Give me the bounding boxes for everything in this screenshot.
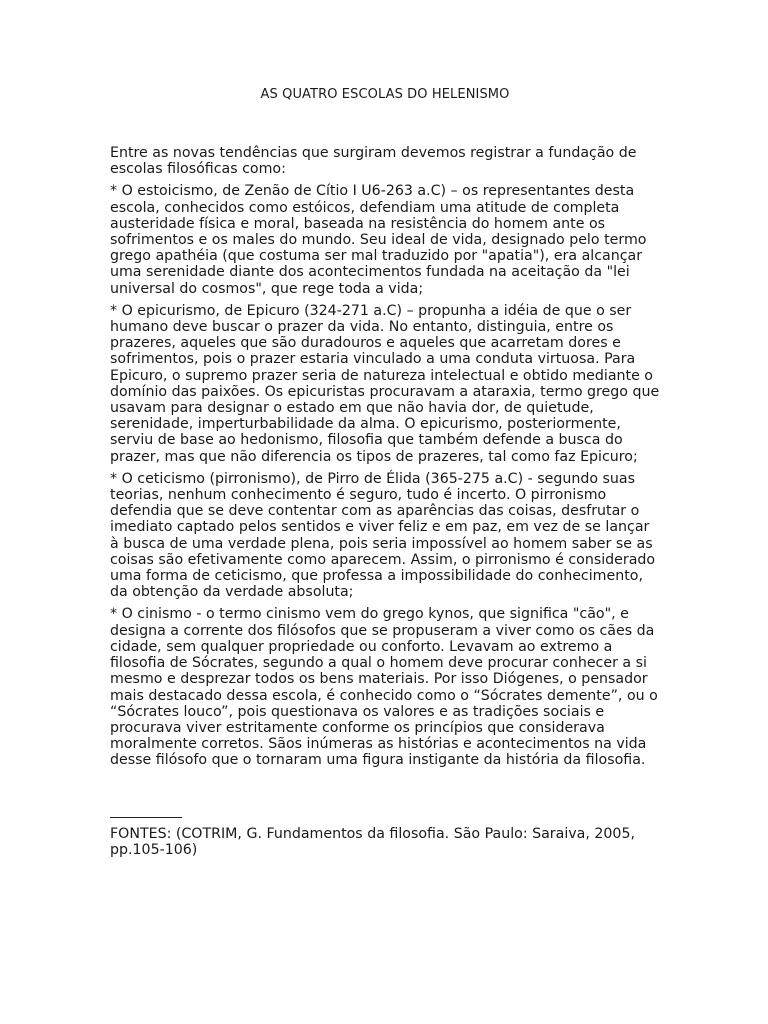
document-title: AS QUATRO ESCOLAS DO HELENISMO bbox=[260, 87, 510, 102]
paragraph-stoicism: * O estoicismo, de Zenão de Cítio I U6-263 a.C) – os representantes desta escola, conhecidos como estóicos, defendiam uma atitude de completa austeridade física e moral, baseada na resistência do homem ante os sofrimentos e os males do mundo. Seu ideal de vida, designado pelo termo grego apathéia (que costuma ser mal traduzido por "apatia"), era alcançar uma serenidade diante dos acontecimentos fundada na aceitação da "lei universal do cosmos", que rege toda a vida; bbox=[110, 183, 647, 297]
sources-note: FONTES: (COTRIM, G. Fundamentos da filosofia. São Paulo: Saraiva, 2005, pp.105-106) bbox=[110, 825, 635, 858]
paragraph-cynicism: * O cinismo - o termo cinismo vem do grego kynos, que significa "cão", e designa a corrente dos filósofos que se propuseram a viver como os cães da cidade, sem qualquer propriedade ou conforto. Levavam ao extremo a filosofia de Sócrates, segundo a qual o homem deve procurar conhecer a si mesmo e desprezar todos os bens materiais. Por isso Diógenes, o pensador mais destacado dessa escola, é conhecido como o “Sócrates demente”, ou o “Sócrates louco”, pois questionava os valores e as tradições sociais e procurava viver estritamente conforme os princípios que considerava moralmente corretos. Sãos inúmeras as histórias e acontecimentos na vida desse filósofo que o tornaram uma figura instigante da história da filosofia. bbox=[110, 606, 658, 769]
paragraph-intro: Entre as novas tendências que surgiram devemos registrar a fundação de escolas filosóficas como: bbox=[110, 145, 637, 178]
document-page bbox=[110, 87, 660, 858]
footnote-separator bbox=[110, 817, 182, 818]
paragraph-epicureanism: * O epicurismo, de Epicuro (324-271 a.C) – propunha a idéia de que o ser humano deve buscar o prazer da vida. No entanto, distinguia, entre os prazeres, aqueles que são duradouros e aqueles que acarretam dores e sofrimentos, pois o prazer estaria vinculado a uma conduta virtuosa. Para Epicuro, o supremo prazer seria de natureza intelectual e obtido mediante o domínio das paixões. Os epicuristas procuravam a ataraxia, termo grego que usavam para designar o estado em que não havia dor, de quietude, serenidade, imperturbabilidade da alma. O epicurismo, posteriormente, serviu de base ao hedonismo, filosofia que também defende a busca do prazer, mas que não diferencia os tipos de prazeres, tal como faz Epicuro; bbox=[110, 302, 660, 465]
paragraph-skepticism: * O ceticismo (pirronismo), de Pirro de Élida (365-275 a.C) - segundo suas teorias, nenhum conhecimento é seguro, tudo é incerto. O pirronismo defendia que se deve contentar com as aparências das coisas, desfrutar o imediato captado pelos sentidos e viver feliz e em paz, em vez de se lançar à busca de uma verdade plena, pois seria impossível ao homem saber se as coisas são efetivamente como aparecem. Assim, o pirronismo é considerado uma forma de ceticismo, que professa a impossibilidade do conhecimento, da obtenção da verdade absoluta; bbox=[110, 470, 656, 601]
